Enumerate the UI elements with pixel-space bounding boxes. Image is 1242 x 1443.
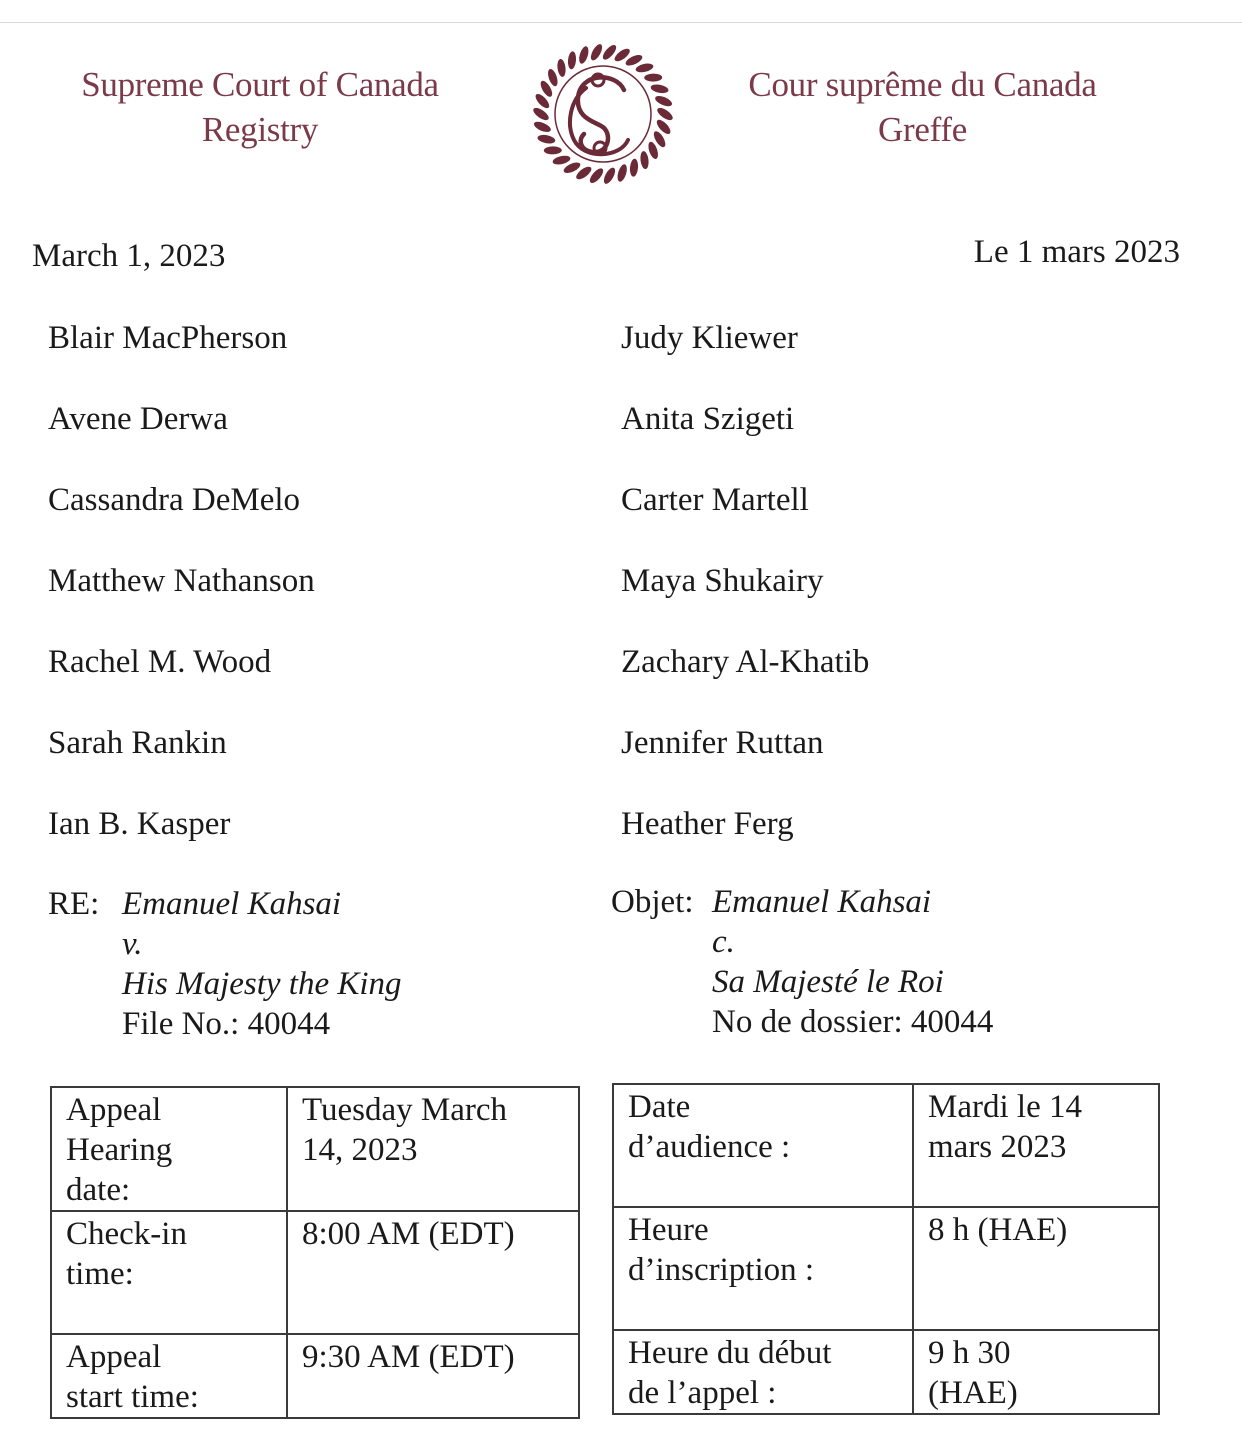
schedule-label [613,1207,913,1330]
laurel-leaf [629,158,639,177]
label-line: d’audience : [628,1129,791,1165]
table-row [51,1087,579,1211]
versus: c. [712,924,735,960]
versus: v. [122,926,143,962]
recipient-name: Cassandra DeMelo [48,482,301,518]
value-line: (HAE) [928,1375,1018,1411]
label-line: start time: [66,1379,199,1415]
value-line: 14, 2023 [302,1132,418,1168]
laurel-leaf [616,163,629,183]
table-row [613,1207,1159,1330]
value-line: 9:30 AM (EDT) [302,1339,515,1375]
court-seal-icon [528,42,678,187]
recipient-name: Ian B. Kasper [48,806,231,842]
schedule-label [613,1330,913,1414]
laurel-leaf [577,45,590,65]
table-row [51,1334,579,1418]
value-line: mars 2023 [928,1129,1067,1165]
recipient-name: Rachel M. Wood [48,644,272,680]
recipient-name: Blair MacPherson [48,320,288,356]
schedule-value [287,1087,579,1211]
schedule-table-french [612,1083,1160,1415]
top-divider [0,22,1242,23]
file-number: File No.: 40044 [122,1006,331,1042]
label-line: date: [66,1172,131,1208]
laurel-leaf [654,94,674,108]
label-line: time: [66,1256,134,1292]
recipient-name: Zachary Al-Khatib [621,644,870,680]
schedule-value [913,1084,1159,1207]
recipient-list-right [621,318,869,885]
laurel-leaf [537,134,556,145]
table-row [51,1211,579,1334]
schedule-label [51,1211,287,1334]
label-line: de l’appel : [628,1375,777,1411]
recipient-list-left [48,318,315,885]
table-row [613,1330,1159,1414]
letter-date-french: Le 1 mars 2023 [973,234,1180,270]
schedule-value [913,1207,1159,1330]
recipient-name: Anita Szigeti [621,401,795,437]
recipient-name: Sarah Rankin [48,725,227,761]
recipient-name: Carter Martell [621,482,809,518]
laurel-leaf [644,73,662,81]
recipient-name: Maya Shukairy [621,563,824,599]
label-line: Heure [628,1212,709,1248]
letter-date-english: March 1, 2023 [32,238,226,274]
court-name-french: Cour suprême du Canada [748,65,1097,104]
label-line: d’inscription : [628,1252,815,1288]
schedule-label [51,1087,287,1211]
recipient-name: Avene Derwa [48,401,228,437]
schedule-table-english [50,1086,580,1419]
laurel-leaf [544,146,562,154]
table-row [613,1084,1159,1207]
label-line: Appeal [66,1339,162,1375]
respondent-name: Sa Majesté le Roi [712,964,944,1000]
appellant-name: Emanuel Kahsai [122,886,342,922]
schedule-label [51,1334,287,1418]
schedule-value [287,1211,579,1334]
file-number: No de dossier: 40044 [712,1004,994,1040]
laurel-leaf [650,83,669,94]
letterhead-french [700,62,1145,152]
recipient-name: Jennifer Ruttan [621,725,824,761]
value-line: Tuesday March [302,1092,508,1128]
laurel-leaf [589,42,605,62]
label-line: Appeal [66,1092,162,1128]
registry-french: Greffe [878,110,967,149]
respondent-name: His Majesty the King [122,966,402,1002]
value-line: 8:00 AM (EDT) [302,1216,515,1252]
laurel-leaf [556,58,566,77]
value-line: 8 h (HAE) [928,1212,1068,1248]
laurel-leaf [639,151,649,170]
label-line: Date [628,1089,691,1125]
laurel-leaf [533,120,553,134]
label-line: Hearing [66,1132,173,1168]
schedule-label [613,1084,913,1207]
value-line: 9 h 30 [928,1335,1011,1371]
recipient-name: Judy Kliewer [621,320,798,356]
recipient-name: Heather Ferg [621,806,794,842]
re-block-french [611,882,993,1042]
laurel-leaf [567,51,577,70]
schedule-value [287,1334,579,1418]
court-name-english: Supreme Court of Canada [81,65,439,104]
appellant-name: Emanuel Kahsai [712,884,932,920]
label-line: Check-in [66,1216,187,1252]
re-label: RE: [48,886,100,922]
re-block-english [48,884,402,1044]
objet-label: Objet: [611,884,694,920]
value-line: Mardi le 14 [928,1089,1082,1125]
recipient-name: Matthew Nathanson [48,563,315,599]
laurel-leaf [635,62,654,74]
registry-english: Registry [201,110,319,149]
label-line: Heure du début [628,1335,832,1371]
letterhead-english [40,62,480,152]
schedule-value [913,1330,1159,1414]
laurel-leaf [552,154,571,166]
laurel-leaf [602,166,618,186]
